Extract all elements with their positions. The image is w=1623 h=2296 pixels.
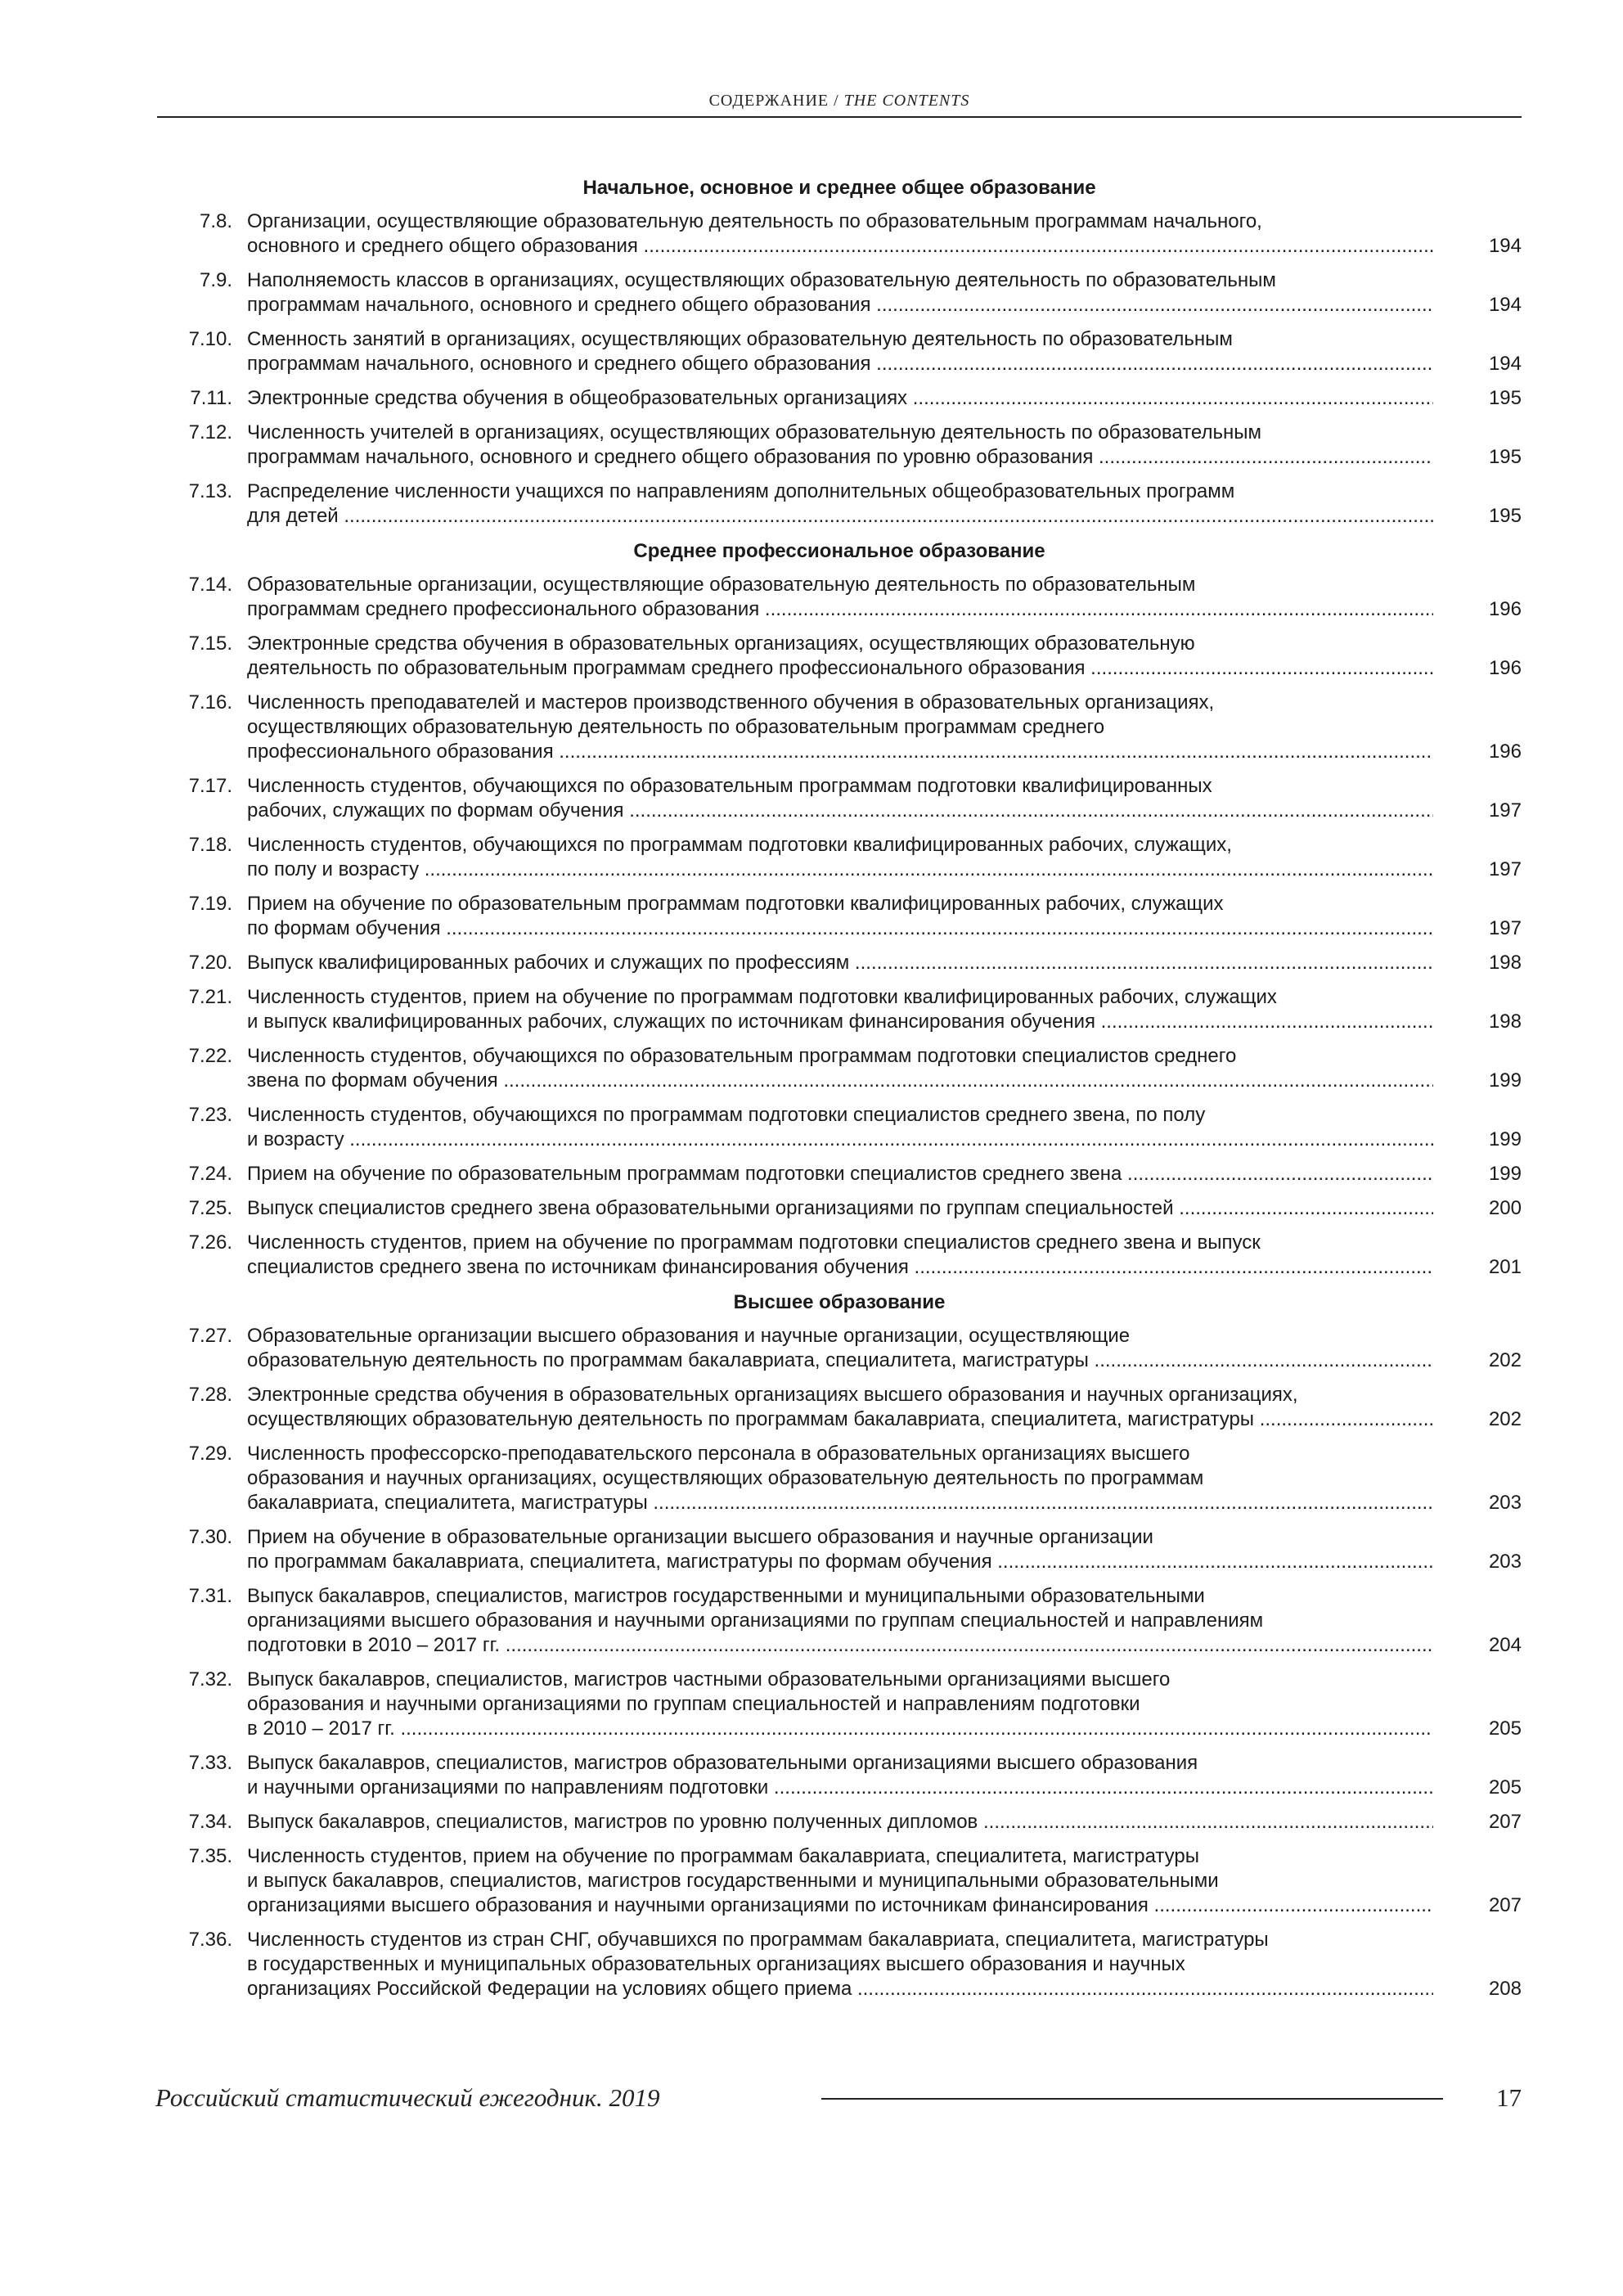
running-header xyxy=(157,92,1522,110)
entry-number: 7.25. xyxy=(188,1197,232,1219)
entry-title-line: Численность учителей в организациях, осуществляющих образовательную деятельность по образовательным xyxy=(247,421,1261,443)
entry-title xyxy=(247,1103,1441,1152)
entry-title xyxy=(247,1928,1441,2001)
entry-number: 7.26. xyxy=(188,1231,232,1254)
entry-number: 7.14. xyxy=(188,574,232,596)
entry-title xyxy=(247,268,1441,317)
entry-title-line: организациями высшего образования и научными организациями по источникам финансирования ..... xyxy=(247,1893,1433,1918)
section-title: Высшее образование xyxy=(733,1291,946,1313)
entry-title xyxy=(247,774,1441,823)
entry-title-line: в 2010 – 2017 гг. ..... xyxy=(247,1717,1433,1741)
entry-title-line: по формам обучения ..... xyxy=(247,916,1433,941)
entry-title-line: Численность студентов, прием на обучение по программам подготовки квалифицированных рабочих, служащих xyxy=(247,986,1277,1008)
entry-title-line: Численность студентов, прием на обучение по программам бакалавриата, специалитета, магистратуры xyxy=(247,1845,1199,1867)
toc-entry[interactable] xyxy=(157,892,1522,941)
entry-page-number: 203 xyxy=(1488,1551,1522,1573)
entry-title-line: осуществляющих образовательную деятельность по образовательным программам среднего xyxy=(247,716,1105,738)
entry-title xyxy=(247,1231,1441,1280)
toc-entry[interactable] xyxy=(157,1810,1522,1835)
entry-number: 7.11. xyxy=(190,387,232,409)
entry-title-line: и выпуск квалифицированных рабочих, служащих по источникам финансирования обучения ..... xyxy=(247,1010,1433,1034)
entry-title xyxy=(247,691,1441,764)
entry-title-line: по программам бакалавриата, специалитета, магистратуры по формам обучения ..... xyxy=(247,1550,1433,1574)
toc-entry[interactable] xyxy=(157,327,1522,376)
entry-title xyxy=(247,386,1441,411)
entry-page-number: 200 xyxy=(1488,1197,1522,1219)
entry-number: 7.9. xyxy=(199,269,232,291)
toc-entry[interactable] xyxy=(157,1231,1522,1280)
entry-page-number: 195 xyxy=(1488,387,1522,409)
entry-number: 7.35. xyxy=(188,1845,232,1867)
entry-title-line: Прием на обучение по образовательным программам подготовки специалистов среднего звена ..... xyxy=(247,1162,1433,1186)
entry-title-line: звена по формам обучения ..... xyxy=(247,1069,1433,1093)
entry-title xyxy=(247,1584,1441,1658)
entry-page-number: 195 xyxy=(1488,446,1522,468)
entry-title-line: Выпуск бакалавров, специалистов, магистров государственными и муниципальными образовательными xyxy=(247,1585,1205,1607)
entry-number: 7.13. xyxy=(188,480,232,502)
entry-page-number: 207 xyxy=(1488,1811,1522,1833)
entry-title-line: программам начального, основного и среднего общего образования ..... xyxy=(247,293,1433,317)
entry-title-line: Численность преподавателей и мастеров производственного обучения в образовательных организациях, xyxy=(247,691,1215,714)
entry-number: 7.15. xyxy=(188,633,232,655)
toc-entry[interactable] xyxy=(157,1751,1522,1800)
entry-title xyxy=(247,1525,1441,1574)
entry-page-number: 196 xyxy=(1488,598,1522,620)
footer-page-number: 17 xyxy=(1496,2083,1522,2112)
toc-entry[interactable] xyxy=(157,1383,1522,1432)
entry-page-number: 196 xyxy=(1488,657,1522,679)
entry-page-number: 198 xyxy=(1488,1011,1522,1033)
entry-number: 7.19. xyxy=(188,893,232,915)
toc-entry[interactable] xyxy=(157,1928,1522,2001)
entry-number: 7.32. xyxy=(188,1668,232,1690)
toc-entry[interactable] xyxy=(157,268,1522,317)
entry-page-number: 196 xyxy=(1488,741,1522,763)
entry-page-number: 194 xyxy=(1488,294,1522,316)
entry-title-line: подготовки в 2010 – 2017 гг. ..... xyxy=(247,1633,1433,1658)
entry-number: 7.24. xyxy=(188,1163,232,1185)
entry-page-number: 194 xyxy=(1488,235,1522,257)
entry-title-line: профессионального образования ..... xyxy=(247,740,1433,764)
entry-number: 7.21. xyxy=(188,986,232,1008)
entry-title xyxy=(247,1044,1441,1093)
entry-title xyxy=(247,327,1441,376)
toc-entry[interactable] xyxy=(157,951,1522,975)
entry-title xyxy=(247,833,1441,882)
entry-title-line: и выпуск бакалавров, специалистов, магистров государственными и муниципальными образовательными xyxy=(247,1870,1219,1892)
entry-title-line: Распределение численности учащихся по направлениям дополнительных общеобразовательных программ xyxy=(247,480,1235,502)
entry-page-number: 203 xyxy=(1488,1492,1522,1514)
toc-entry[interactable] xyxy=(157,479,1522,529)
entry-page-number: 202 xyxy=(1488,1349,1522,1371)
entry-title-line: Выпуск бакалавров, специалистов, магистров частными образовательными организациями высшего xyxy=(247,1668,1171,1690)
entry-title-line: в государственных и муниципальных образовательных организациях высшего образования и научных xyxy=(247,1953,1185,1975)
entry-number: 7.33. xyxy=(188,1752,232,1774)
entry-title xyxy=(247,1324,1441,1373)
entry-title-line: деятельность по образовательным программам среднего профессионального образования ..... xyxy=(247,656,1433,681)
footer-title: Российский статистический ежегодник. 2019 xyxy=(155,2083,660,2112)
toc-entry[interactable] xyxy=(157,1668,1522,1741)
entry-title-line: Численность студентов, обучающихся по образовательным программам подготовки специалистов среднего xyxy=(247,1045,1237,1067)
entry-title xyxy=(247,1844,1441,1918)
entry-number: 7.31. xyxy=(188,1585,232,1607)
entry-page-number: 197 xyxy=(1488,858,1522,880)
entry-title-line: Численность профессорско-преподавательского персонала в образовательных организациях высшего xyxy=(247,1443,1190,1465)
entry-title-line: Выпуск квалифицированных рабочих и служащих по профессиям ..... xyxy=(247,951,1433,975)
entry-page-number: 194 xyxy=(1488,353,1522,375)
entry-number: 7.20. xyxy=(188,952,232,974)
entry-number: 7.8. xyxy=(199,210,232,232)
entry-number: 7.12. xyxy=(188,421,232,443)
entry-page-number: 197 xyxy=(1488,799,1522,822)
entry-title-line: Организации, осуществляющие образовательную деятельность по образовательным программам начального, xyxy=(247,210,1262,232)
toc-entry[interactable] xyxy=(157,386,1522,411)
entry-page-number: 202 xyxy=(1488,1408,1522,1430)
entry-title xyxy=(247,951,1441,975)
toc-entry[interactable] xyxy=(157,1103,1522,1152)
entry-title-line: Образовательные организации, осуществляющие образовательную деятельность по образовательным xyxy=(247,574,1196,596)
entry-number: 7.30. xyxy=(188,1526,232,1548)
entry-page-number: 197 xyxy=(1488,917,1522,939)
entry-page-number: 199 xyxy=(1488,1128,1522,1150)
entry-title xyxy=(247,573,1441,622)
entry-title-line: Прием на обучение в образовательные организации высшего образования и научные организации xyxy=(247,1526,1153,1548)
entry-page-number: 198 xyxy=(1488,952,1522,974)
entry-title xyxy=(247,1668,1441,1741)
entry-title-line: Выпуск специалистов среднего звена образовательными организациями по группам специальностей ..... xyxy=(247,1196,1433,1221)
entry-number: 7.17. xyxy=(188,775,232,797)
entry-number: 7.34. xyxy=(188,1811,232,1833)
entry-title xyxy=(247,985,1441,1034)
entry-title-line: Численность студентов из стран СНГ, обучавшихся по программам бакалавриата, специалитета, магистратуры xyxy=(247,1929,1269,1951)
entry-title-line: осуществляющих образовательную деятельность по программам бакалавриата, специалитета, магистратуры ..... xyxy=(247,1407,1433,1432)
toc-entry[interactable] xyxy=(157,421,1522,470)
entry-title xyxy=(247,632,1441,681)
entry-title-line: специалистов среднего звена по источникам финансирования обучения ..... xyxy=(247,1255,1433,1280)
toc-entry[interactable] xyxy=(157,1525,1522,1574)
entry-title xyxy=(247,1162,1441,1186)
entry-title-line: образования и научными организациями по группам специальностей и направлениям подготовки xyxy=(247,1693,1140,1715)
entry-title-line: программам среднего профессионального образования ..... xyxy=(247,597,1433,622)
entry-title-line: и научными организациями по направлениям подготовки ..... xyxy=(247,1776,1433,1800)
toc-entry[interactable] xyxy=(157,1044,1522,1093)
toc-entry[interactable] xyxy=(157,985,1522,1034)
toc-entry[interactable] xyxy=(157,774,1522,823)
entry-number: 7.18. xyxy=(188,834,232,856)
entry-number: 7.28. xyxy=(188,1384,232,1406)
entry-page-number: 205 xyxy=(1488,1776,1522,1799)
entry-title xyxy=(247,209,1441,259)
header-ru: СОДЕРЖАНИЕ / xyxy=(708,92,839,110)
entry-title-line: Численность студентов, обучающихся по программам подготовки квалифицированных рабочих, служащих, xyxy=(247,834,1232,856)
entry-title-line: Численность студентов, обучающихся по программам подготовки специалистов среднего звена, по полу xyxy=(247,1104,1206,1126)
toc-entry[interactable] xyxy=(157,1162,1522,1186)
entry-title-line: образовательную деятельность по программам бакалавриата, специалитета, магистратуры ..... xyxy=(247,1348,1433,1373)
entry-title-line: рабочих, служащих по формам обучения ..... xyxy=(247,799,1433,823)
entry-title xyxy=(247,1383,1441,1432)
entry-title-line: Численность студентов, обучающихся по образовательным программам подготовки квалифицированных xyxy=(247,775,1212,797)
toc-entry[interactable] xyxy=(157,1442,1522,1515)
toc-entry[interactable] xyxy=(157,209,1522,259)
entry-title-line: и возрасту ..... xyxy=(247,1128,1433,1152)
entry-number: 7.16. xyxy=(188,691,232,714)
entry-page-number: 195 xyxy=(1488,505,1522,527)
toc-entry[interactable] xyxy=(157,691,1522,764)
header-rule xyxy=(157,116,1522,118)
entry-title-line: по полу и возрасту ..... xyxy=(247,858,1433,882)
entry-page-number: 208 xyxy=(1488,1978,1522,2000)
entry-title xyxy=(247,892,1441,941)
entry-page-number: 201 xyxy=(1488,1256,1522,1278)
entry-title-line: Выпуск бакалавров, специалистов, магистров образовательными организациями высшего образования xyxy=(247,1752,1198,1774)
toc-entry[interactable] xyxy=(157,833,1522,882)
table-of-contents xyxy=(157,173,1522,2011)
entry-page-number: 205 xyxy=(1488,1717,1522,1740)
entry-title-line: образования и научных организациях, осуществляющих образовательную деятельность по программам xyxy=(247,1467,1204,1489)
entry-title-line: Наполняемость классов в организациях, осуществляющих образовательную деятельность по образовательным xyxy=(247,269,1276,291)
entry-number: 7.27. xyxy=(188,1325,232,1347)
toc-entry[interactable] xyxy=(157,1844,1522,1918)
entry-title-line: Выпуск бакалавров, специалистов, магистров по уровню полученных дипломов ..... xyxy=(247,1810,1433,1835)
entry-page-number: 199 xyxy=(1488,1069,1522,1092)
section-title: Среднее профессиональное образование xyxy=(633,540,1045,562)
entry-page-number: 207 xyxy=(1488,1894,1522,1916)
entry-title xyxy=(247,421,1441,470)
entry-title xyxy=(247,1751,1441,1800)
entry-title-line: Сменность занятий в организациях, осуществляющих образовательную деятельность по образовательным xyxy=(247,328,1233,350)
toc-entry[interactable] xyxy=(157,1196,1522,1221)
entry-title-line: Электронные средства обучения в образовательных организациях высшего образования и научных организациях, xyxy=(247,1384,1298,1406)
entry-title xyxy=(247,1442,1441,1515)
entry-title-line: Прием на обучение по образовательным программам подготовки квалифицированных рабочих, служащих xyxy=(247,893,1224,915)
header-en: THE CONTENTS xyxy=(843,92,970,110)
entry-title xyxy=(247,479,1441,529)
toc-entry[interactable] xyxy=(157,573,1522,622)
entry-title-line: программам начального, основного и среднего общего образования по уровню образования ..... xyxy=(247,445,1433,470)
entry-title-line: основного и среднего общего образования ..... xyxy=(247,234,1433,259)
entry-title-line: бакалавриата, специалитета, магистратуры ..... xyxy=(247,1491,1433,1515)
entry-number: 7.22. xyxy=(188,1045,232,1067)
entry-title-line: программам начального, основного и среднего общего образования ..... xyxy=(247,352,1433,376)
toc-entry[interactable] xyxy=(157,632,1522,681)
entry-title-line: Электронные средства обучения в образовательных организациях, осуществляющих образовательную xyxy=(247,633,1195,655)
toc-entry[interactable] xyxy=(157,1324,1522,1373)
entry-number: 7.23. xyxy=(188,1104,232,1126)
entry-number: 7.29. xyxy=(188,1443,232,1465)
entry-title-line: Образовательные организации высшего образования и научные организации, осуществляющие xyxy=(247,1325,1131,1347)
entry-title-line: для детей ..... xyxy=(247,504,1433,529)
entry-title-line: организациях Российской Федерации на условиях общего приема ..... xyxy=(247,1977,1433,2001)
entry-title xyxy=(247,1196,1441,1221)
entry-title-line: организациями высшего образования и научными организациями по группам специальностей и направлениям xyxy=(247,1609,1264,1632)
footer-rule xyxy=(821,2098,1443,2100)
entry-page-number: 199 xyxy=(1488,1163,1522,1185)
entry-page-number: 204 xyxy=(1488,1634,1522,1656)
entry-title-line: Численность студентов, прием на обучение по программам подготовки специалистов среднего звена и выпуск xyxy=(247,1231,1261,1254)
section-title: Начальное, основное и среднее общее образование xyxy=(582,177,1096,199)
entry-number: 7.36. xyxy=(188,1929,232,1951)
entry-title-line: Электронные средства обучения в общеобразовательных организациях ..... xyxy=(247,386,1433,411)
toc-entry[interactable] xyxy=(157,1584,1522,1658)
entry-title xyxy=(247,1810,1441,1835)
entry-number: 7.10. xyxy=(188,328,232,350)
